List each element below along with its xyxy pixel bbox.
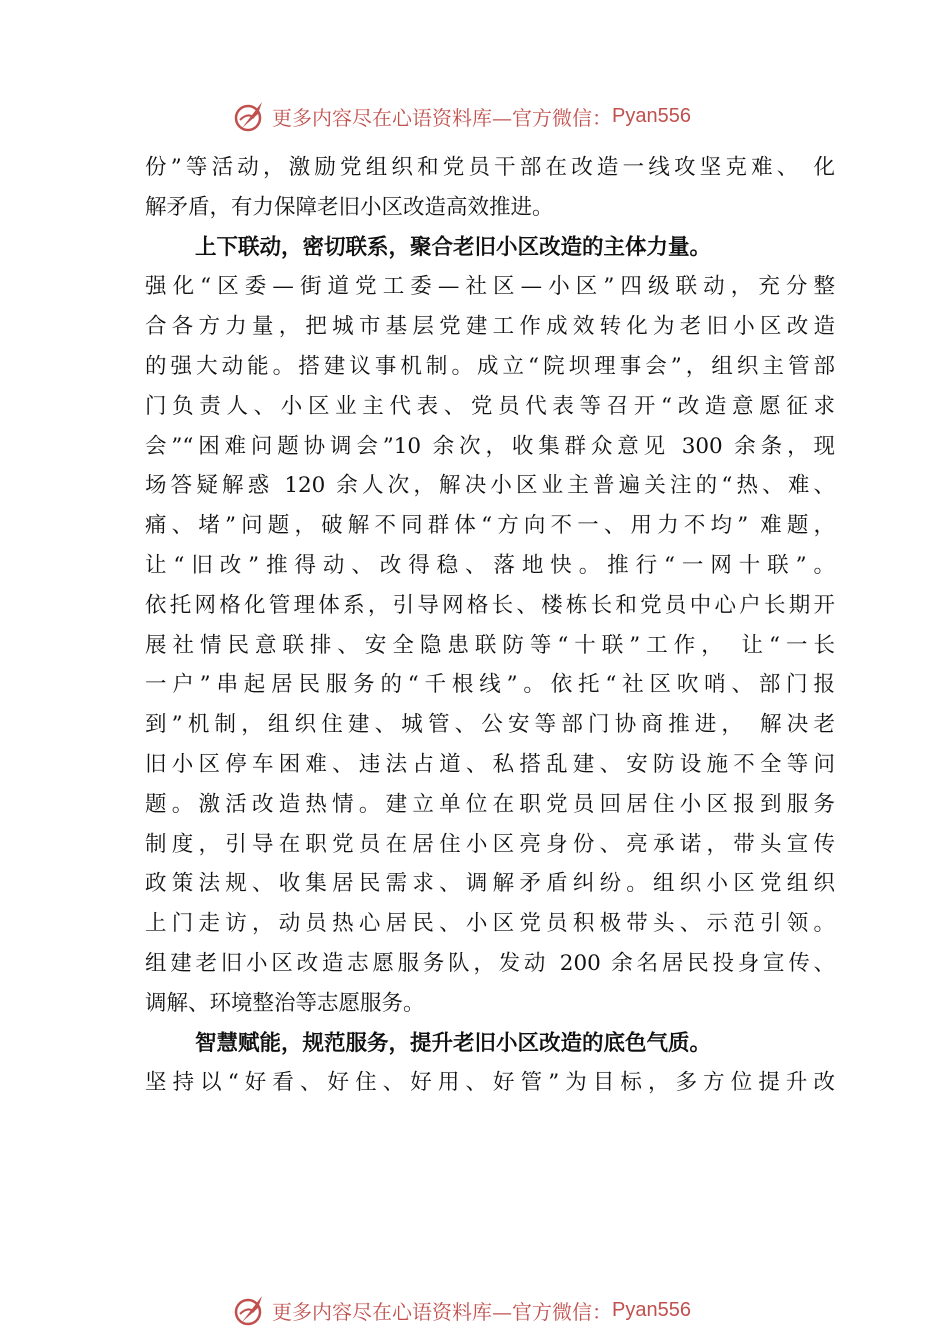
text-line: 调解、环境整治等志愿服务。 <box>145 990 425 1016</box>
text-line: 政策法规、收集居民需求、调解矛盾纠纷。组织小区党组织 <box>145 871 835 897</box>
header-banner <box>232 96 691 136</box>
text-line: 的强大动能。搭建议事机制。成立“院坝理事会”，组织主管部 <box>145 353 835 379</box>
text-line: 痛、堵”问题，破解不同群体“方向不一、用力不均” 难题， <box>145 513 835 539</box>
text-line: 会”“困难问题协调会”10 余次，收集群众意见 300 余条，现 <box>145 433 835 459</box>
wechat-id: Pyan556 <box>612 104 691 127</box>
text-line: 到”机制，组织住建、城管、公安等部门协商推进， 解决老 <box>145 712 835 738</box>
text-line: 一户”串起居民服务的“千根线”。依托“社区吹哨、部门报 <box>145 672 835 698</box>
wechat-id: Pyan556 <box>612 1298 691 1321</box>
text-line: 制度，引导在职党员在居住小区亮身份、亮承诺，带头宣传 <box>145 831 835 857</box>
footer-banner <box>232 1290 691 1330</box>
text-line: 让“旧改”推得动、改得稳、落地快。推行“一网十联”。 <box>145 552 835 578</box>
text-line: 上门走访，动员热心居民、小区党员积极带头、示范引领。 <box>145 911 835 937</box>
section-heading: 上下联动，密切联系，聚合老旧小区改造的主体力量。 <box>195 234 712 260</box>
section-heading: 智慧赋能，规范服务，提升老旧小区改造的底色气质。 <box>195 1030 712 1056</box>
text-line: 依托网格化管理体系，引导网格长、楼栋长和党员中心户长期开 <box>145 592 835 618</box>
text-line: 展社情民意联排、安全隐患联防等“十联”工作， 让“一长 <box>145 632 835 658</box>
text-line: 场答疑解惑 120 余人次，解决小区业主普遍关注的“热、难、 <box>145 473 835 499</box>
banner-text: 更多内容尽在心语资料库—官方微信： <box>272 105 612 130</box>
text-line: 旧小区停车困难、违法占道、私搭乱建、安防设施不全等问 <box>145 751 835 777</box>
text-line: 坚持以“好看、好住、好用、好管”为目标，多方位提升改 <box>145 1070 835 1096</box>
text-line: 题。激活改造热情。建立单位在职党员回居住小区报到服务 <box>145 791 835 817</box>
document-body <box>145 148 835 1103</box>
text-line: 门负责人、小区业主代表、党员代表等召开“改造意愿征求 <box>145 393 835 419</box>
quill-logo-icon <box>232 98 268 134</box>
text-line: 合各方力量，把城市基层党建工作成效转化为老旧小区改造 <box>145 314 835 340</box>
text-line: 强化“区委—街道党工委—社区—小区”四级联动，充分整 <box>145 274 835 300</box>
text-line: 组建老旧小区改造志愿服务队，发动 200 余名居民投身宣传、 <box>145 950 835 976</box>
banner-text: 更多内容尽在心语资料库—官方微信： <box>272 1299 612 1324</box>
text-line: 份”等活动，激励党组织和党员干部在改造一线攻坚克难、 化 <box>145 155 835 180</box>
quill-logo-icon <box>232 1292 268 1328</box>
text-line: 解矛盾，有力保障老旧小区改造高效推进。 <box>145 194 554 220</box>
